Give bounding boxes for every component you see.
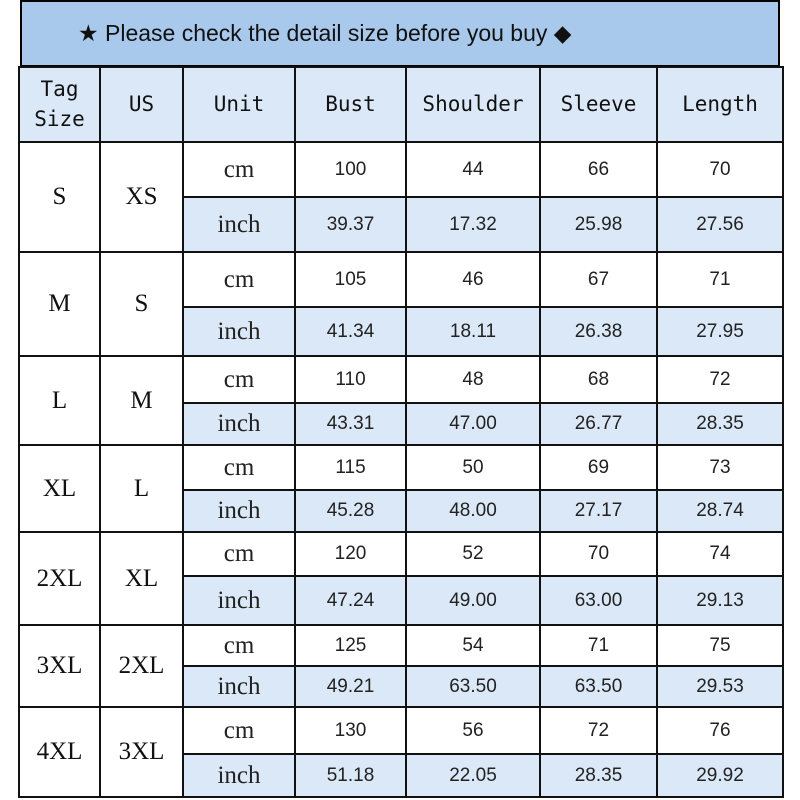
length-cell: 74 — [657, 532, 783, 576]
sleeve-cell: 71 — [540, 625, 657, 666]
sleeve-cell: 70 — [540, 532, 657, 576]
us-size-cell: XS — [100, 142, 183, 252]
bust-cell: 110 — [295, 356, 406, 403]
bust-cell: 120 — [295, 532, 406, 576]
sleeve-cell: 66 — [540, 142, 657, 197]
size-row-cm — [19, 142, 783, 197]
tag-size-cell: 4XL — [19, 707, 100, 797]
bust-cell: 43.31 — [295, 403, 406, 445]
length-cell: 75 — [657, 625, 783, 666]
shoulder-cell: 17.32 — [406, 197, 540, 252]
length-cell: 76 — [657, 707, 783, 754]
length-cell: 29.53 — [657, 666, 783, 707]
header-unit: Unit — [183, 67, 295, 142]
sleeve-cell: 63.50 — [540, 666, 657, 707]
unit-cell: inch — [183, 754, 295, 797]
bust-cell: 45.28 — [295, 490, 406, 532]
unit-cell: inch — [183, 666, 295, 707]
length-cell: 70 — [657, 142, 783, 197]
length-cell: 29.92 — [657, 754, 783, 797]
header-sleeve: Sleeve — [540, 67, 657, 142]
tag-size-cell: S — [19, 142, 100, 252]
unit-cell: inch — [183, 490, 295, 532]
shoulder-cell: 47.00 — [406, 403, 540, 445]
unit-cell: cm — [183, 707, 295, 754]
length-cell: 27.95 — [657, 307, 783, 356]
sleeve-cell: 26.77 — [540, 403, 657, 445]
sleeve-cell: 28.35 — [540, 754, 657, 797]
tag-size-cell: XL — [19, 445, 100, 532]
banner-text: ★ Please check the detail size before you buy ◆ — [78, 20, 572, 46]
header-bust: Bust — [295, 67, 406, 142]
bust-cell: 105 — [295, 252, 406, 307]
length-cell: 27.56 — [657, 197, 783, 252]
header-us: US — [100, 67, 183, 142]
length-cell: 28.35 — [657, 403, 783, 445]
length-cell: 29.13 — [657, 576, 783, 625]
unit-cell: cm — [183, 445, 295, 490]
tag-size-cell: L — [19, 356, 100, 445]
shoulder-cell: 63.50 — [406, 666, 540, 707]
shoulder-cell: 49.00 — [406, 576, 540, 625]
sleeve-cell: 27.17 — [540, 490, 657, 532]
shoulder-cell: 48 — [406, 356, 540, 403]
us-size-cell: L — [100, 445, 183, 532]
shoulder-cell: 22.05 — [406, 754, 540, 797]
size-row-cm — [19, 707, 783, 754]
sleeve-cell: 72 — [540, 707, 657, 754]
header-tag-size: Tag Size — [19, 67, 100, 142]
us-size-cell: XL — [100, 532, 183, 625]
sleeve-cell: 63.00 — [540, 576, 657, 625]
unit-cell: inch — [183, 307, 295, 356]
bust-cell: 39.37 — [295, 197, 406, 252]
shoulder-cell: 48.00 — [406, 490, 540, 532]
size-row-cm — [19, 532, 783, 576]
header-shoulder: Shoulder — [406, 67, 540, 142]
us-size-cell: 2XL — [100, 625, 183, 707]
unit-cell: cm — [183, 142, 295, 197]
tag-size-cell: 2XL — [19, 532, 100, 625]
length-cell: 71 — [657, 252, 783, 307]
bust-cell: 49.21 — [295, 666, 406, 707]
bust-cell: 130 — [295, 707, 406, 754]
length-cell: 73 — [657, 445, 783, 490]
sleeve-cell: 68 — [540, 356, 657, 403]
us-size-cell: S — [100, 252, 183, 356]
header-row — [19, 67, 783, 142]
shoulder-cell: 50 — [406, 445, 540, 490]
us-size-cell: M — [100, 356, 183, 445]
shoulder-cell: 54 — [406, 625, 540, 666]
sleeve-cell: 67 — [540, 252, 657, 307]
sleeve-cell: 69 — [540, 445, 657, 490]
unit-cell: inch — [183, 403, 295, 445]
shoulder-cell: 52 — [406, 532, 540, 576]
us-size-cell: 3XL — [100, 707, 183, 797]
unit-cell: cm — [183, 356, 295, 403]
size-row-cm — [19, 445, 783, 490]
bust-cell: 125 — [295, 625, 406, 666]
size-table — [18, 66, 784, 798]
size-row-cm — [19, 252, 783, 307]
header-length: Length — [657, 67, 783, 142]
bust-cell: 51.18 — [295, 754, 406, 797]
bust-cell: 100 — [295, 142, 406, 197]
unit-cell: cm — [183, 532, 295, 576]
unit-cell: cm — [183, 252, 295, 307]
unit-cell: cm — [183, 625, 295, 666]
tag-size-cell: M — [19, 252, 100, 356]
bust-cell: 115 — [295, 445, 406, 490]
size-notice-banner — [20, 0, 780, 67]
shoulder-cell: 46 — [406, 252, 540, 307]
shoulder-cell: 44 — [406, 142, 540, 197]
bust-cell: 41.34 — [295, 307, 406, 356]
bust-cell: 47.24 — [295, 576, 406, 625]
shoulder-cell: 18.11 — [406, 307, 540, 356]
length-cell: 72 — [657, 356, 783, 403]
unit-cell: inch — [183, 197, 295, 252]
size-row-cm — [19, 625, 783, 666]
unit-cell: inch — [183, 576, 295, 625]
size-row-cm — [19, 356, 783, 403]
shoulder-cell: 56 — [406, 707, 540, 754]
tag-size-cell: 3XL — [19, 625, 100, 707]
sleeve-cell: 26.38 — [540, 307, 657, 356]
length-cell: 28.74 — [657, 490, 783, 532]
size-table-body — [19, 142, 783, 797]
sleeve-cell: 25.98 — [540, 197, 657, 252]
